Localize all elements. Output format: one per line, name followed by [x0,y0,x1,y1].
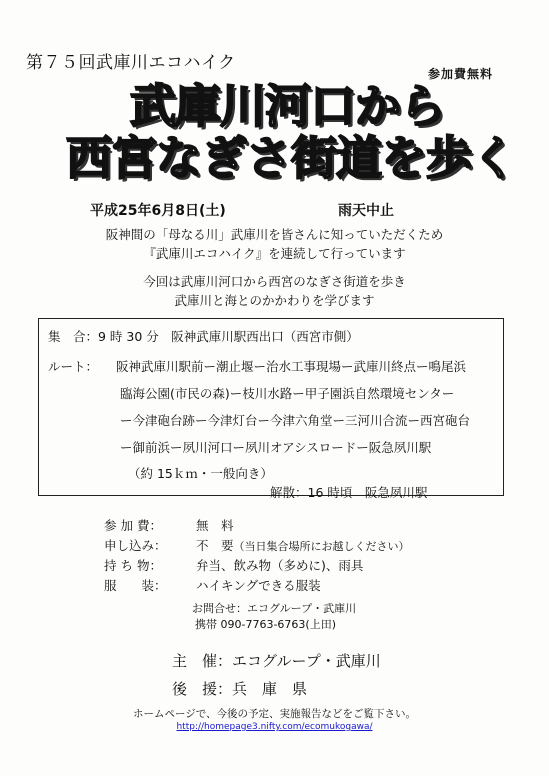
apply-value: 不 要 [196,538,234,553]
event-series-title: 第７５回武庫川エコハイク [26,53,236,73]
fee-value: 無 料 [196,518,234,533]
inquiry-contact: お問合せ：エコグループ・武庫川 [192,602,357,615]
bring-label: 持 ち 物： [104,558,162,573]
main-title-line-1: 武庫川河口から [130,79,445,133]
fee-label: 参 加 費： [104,518,162,533]
main-title-line-2: 西宮なぎさ街道を歩く [66,131,516,185]
route-label: ルート： [48,359,99,374]
bring-value: 弁当、飲み物（多めに)、雨具 [196,558,364,573]
apply-note: （当日集合場所にお越しください） [233,540,410,553]
phone-contact: 携帯 090-7763-6763(上田) [195,618,337,631]
route-line-4: ー御前浜ー夙川河口ー夙川オアシスロードー阪急夙川駅 [120,440,432,455]
dress-value: ハイキングできる服装 [196,578,321,593]
route-line-2: 臨海公園(市民の森)ー枝川水路ー甲子園浜自然環境センター [120,386,455,401]
bring-row [104,556,363,574]
route-line-1: 阪神武庫川駅前ー潮止堰ー治水工事現場ー武庫川終点ー鳴尾浜 [116,359,467,374]
intro-line-4: 武庫川と海とのかかわりを学びます [174,293,375,308]
apply-label: 申し込み： [104,538,167,553]
dress-row [104,576,321,594]
organizer: 主 催：エコグループ・武庫川 [172,652,381,670]
route-line-3: ー今津砲台跡ー今津灯台ー今津六角堂ー三河川合流ー西宮砲台 [120,413,471,428]
rain-cancellation-note: 雨天中止 [338,203,394,219]
homepage-url-row [0,722,549,732]
intro-line-1: 阪神間の「母なる川」武庫川を皆さんに知っていただくため [105,227,444,242]
dress-label: 服 装： [104,578,167,593]
intro-line-2: 『武庫川エコハイク』を連続して行っています [143,246,406,261]
meeting-info: 集 合：9 時 30 分 阪神武庫川駅西出口（西宮市側） [48,329,359,344]
apply-row [104,536,410,554]
fee-row [104,516,234,534]
event-date: 平成25年6月8日(土) [90,203,226,219]
free-admission-badge: 参加費無料 [428,67,494,81]
route-distance: （約 15ｋｍ・一般向き） [128,466,273,481]
dismissal-info: 解散：16 時頃 阪急夙川駅 [270,485,428,500]
homepage-link[interactable]: http://homepage3.nifty.com/ecomukogawa/ [176,722,373,732]
intro-line-3: 今回は武庫川河口から西宮のなぎさ街道を歩き [143,274,406,289]
homepage-note: ホームページで、今後の予定、実施報告などをご覧下さい。 [132,708,417,720]
sponsor: 後 援：兵 庫 県 [172,680,308,698]
